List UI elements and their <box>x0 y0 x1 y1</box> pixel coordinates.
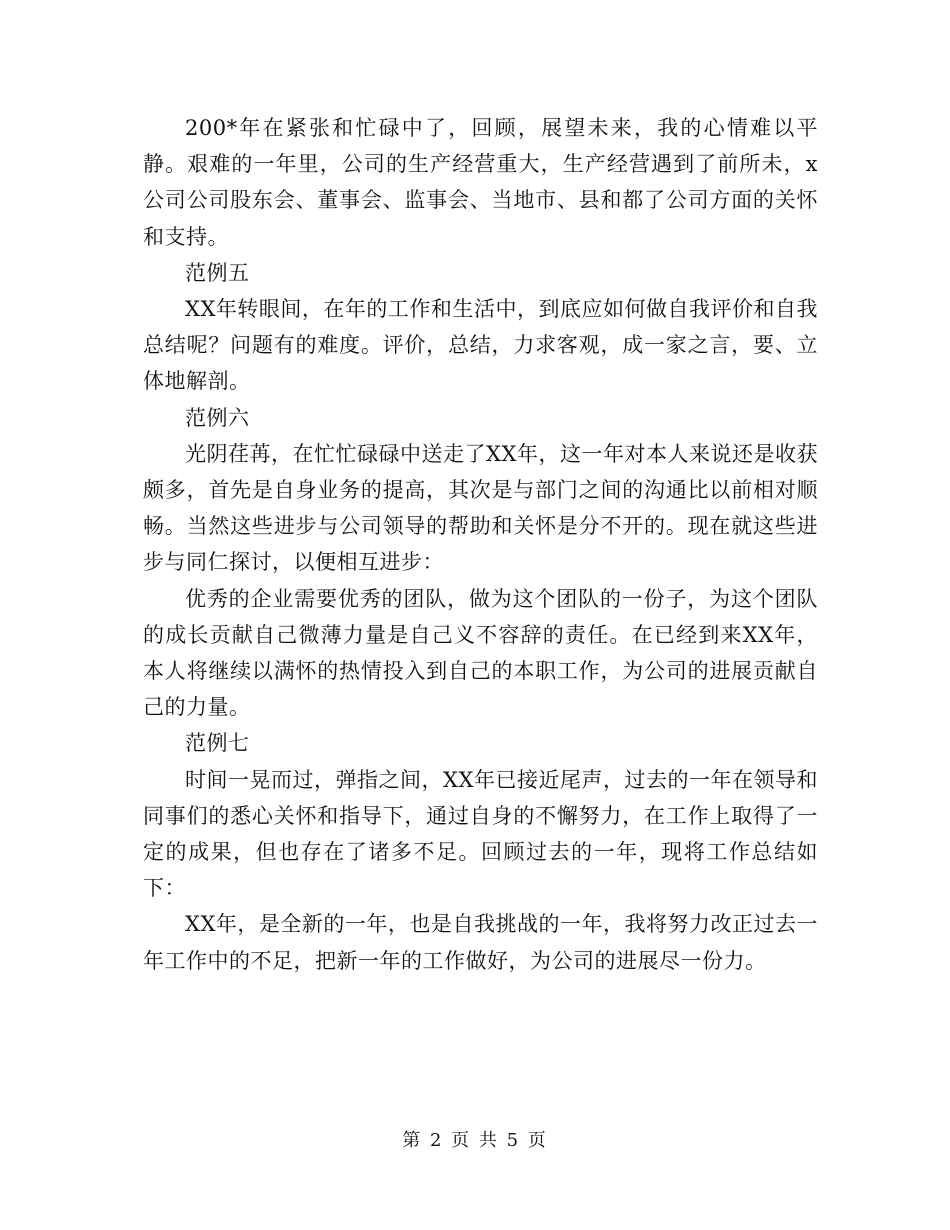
page-number-footer: 第 2 页 共 5 页 <box>402 1130 548 1151</box>
paragraph-6: XX年，是全新的一年，也是自我挑战的一年，我将努力改正过去一年工作中的不足，把新一年的工作做好，为公司的进展尽一份力。 <box>143 912 818 973</box>
paragraph-4: 优秀的企业需要优秀的团队，做为这个团队的一份子，为这个团队的成长贡献自己微薄力量是自己义不容辞的责任。在已经到来XX年，本人将继续以满怀的热情投入到自己的本职工作，为公司的进展贡献自己的力量。 <box>143 586 818 720</box>
paragraph-3: 光阴荏苒，在忙忙碌碌中送走了XX年，这一年对本人来说还是收获颇多，首先是自身业务的提高，其次是与部门之间的沟通比以前相对顺畅。当然这些进步与公司领导的帮助和关怀是分不开的。现在就这些进步与同仁探讨，以便相互进步： <box>143 441 818 575</box>
paragraph-2: XX年转眼间，在年的工作和生活中，到底应如何做自我评价和自我总结呢？问题有的难度。评价，总结，力求客观，成一家之言，要、立体地解剖。 <box>143 297 818 394</box>
document-body <box>143 110 818 979</box>
paragraph-5: 时间一晃而过，弹指之间，XX年已接近尾声，过去的一年在领导和同事们的悉心关怀和指导下，通过自身的不懈努力，在工作上取得了一定的成果，但也存在了诸多不足。回顾过去的一年，现将工作总结如下： <box>143 767 818 901</box>
paragraph-1: 200*年在紧张和忙碌中了，回顾，展望未来，我的心情难以平静。艰难的一年里，公司的生产经营重大，生产经营遇到了前所未，x公司公司股东会、董事会、监事会、当地市、县和都了公司方面的关怀和支持。 <box>143 116 818 249</box>
section-heading-example-6: 范例六 <box>185 405 250 430</box>
section-heading-example-5: 范例五 <box>185 260 250 285</box>
section-heading-example-7: 范例七 <box>185 731 250 756</box>
